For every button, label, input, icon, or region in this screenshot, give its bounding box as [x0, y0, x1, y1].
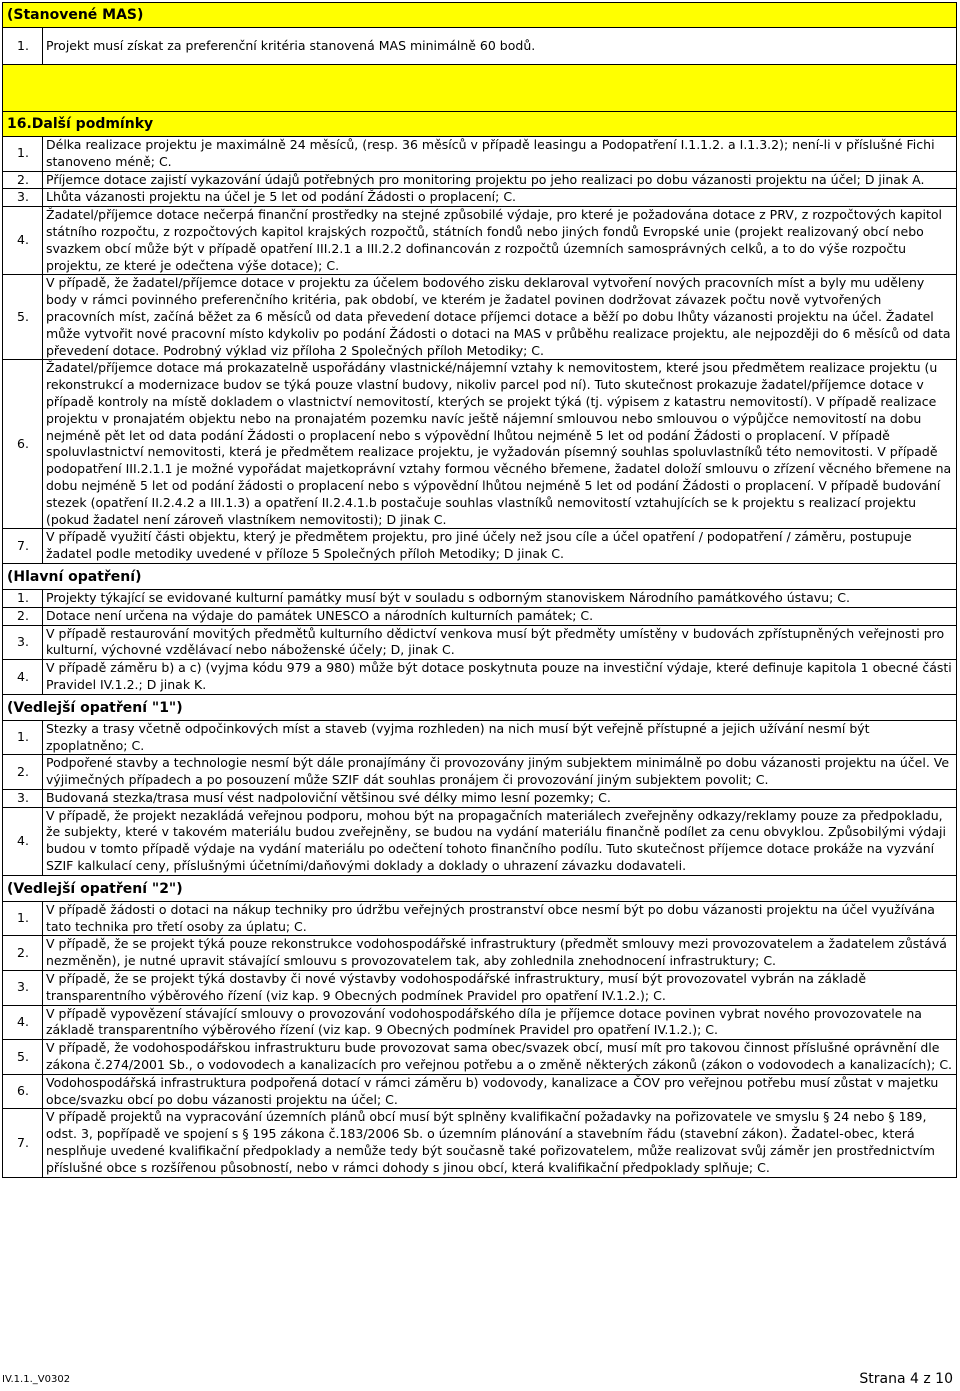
- item-number: 2.: [3, 936, 43, 971]
- list-item: [3, 275, 957, 360]
- item-number: 3.: [3, 189, 43, 207]
- item-number: 7.: [3, 1109, 43, 1177]
- list-item: [3, 171, 957, 189]
- list-item: [3, 589, 957, 607]
- document: [2, 2, 957, 1178]
- list-item: [3, 189, 957, 207]
- item-number: 1.: [3, 901, 43, 936]
- item-number: 3.: [3, 971, 43, 1006]
- list-item: [3, 207, 957, 275]
- item-text: Projekt musí získat za preferenční kritéria stanovená MAS minimálně 60 bodů.: [43, 28, 957, 65]
- list-item: [3, 901, 957, 936]
- item-number: 5.: [3, 275, 43, 360]
- list-item: [3, 807, 957, 875]
- list-item: [3, 936, 957, 971]
- list-item: [3, 971, 957, 1006]
- item-text: V případě, že se projekt týká pouze rekonstrukce vodohospodářské infrastruktury (předmět smlouvy mezi provozovatelem a žadatelem zůstává nezměněn), je nutné upravit stávající smlouvu s provozovatelem tak, aby zohlednila znehodnocení infrastruktury; C.: [43, 936, 957, 971]
- section-title: (Hlavní opatření): [3, 563, 957, 589]
- section-header-vedlejsi-2: [3, 875, 957, 901]
- item-number: 2.: [3, 755, 43, 790]
- list-item: [3, 28, 957, 65]
- item-number: 4.: [3, 207, 43, 275]
- section-title: (Vedlejší opatření "2"): [3, 875, 957, 901]
- list-item: [3, 1040, 957, 1075]
- page-number: Strana 4 z 10: [859, 1371, 953, 1387]
- item-text: Projekty týkající se evidované kulturní památky musí být v souladu s odborným stanoviskem Národního památkového ústavu; C.: [43, 589, 957, 607]
- document-code: IV.1.1._V0302: [2, 1374, 71, 1385]
- item-number: 2.: [3, 607, 43, 625]
- item-text: Příjemce dotace zajistí vykazování údajů potřebných pro monitoring projektu po jeho realizaci po dobu vázanosti projektu na účel; D jinak A.: [43, 171, 957, 189]
- spacer-row: [3, 65, 957, 112]
- item-text: Budovaná stezka/trasa musí vést nadpoloviční většinou své délky mimo lesní pozemky; C.: [43, 789, 957, 807]
- list-item: [3, 755, 957, 790]
- item-text: V případě, že vodohospodářskou infrastrukturu bude provozovat sama obec/svazek obcí, musí mít pro takovou činnost příslušné oprávnění dle zákona č.274/2001 Sb., o vodovodech a kanalizacích pro veřejnou potřebu a o změně některých zákonů (zákon o vodovodech a kanalizacích); C.: [43, 1040, 957, 1075]
- section-header-hlavni: [3, 563, 957, 589]
- item-number: 1.: [3, 137, 43, 172]
- item-number: 1.: [3, 589, 43, 607]
- item-number: 4.: [3, 807, 43, 875]
- item-text: V případě žádosti o dotaci na nákup techniky pro údržbu veřejných prostranství obce nesmí být po dobu vázanosti projektu na účel využívána tato technika pro třetí osoby za úplatu; C.: [43, 901, 957, 936]
- item-text: V případě vypovězení stávající smlouvy o provozování vodohospodářského díla je příjemce dotace povinen vybrat nového provozovatele na základě transparentního výběrového řízení (viz kap. 9 Obecných podmínek Pravidel pro opatření IV.1.2.); C.: [43, 1005, 957, 1040]
- item-text: Vodohospodářská infrastruktura podpořená dotací v rámci záměru b) vodovody, kanalizace a ČOV pro veřejnou potřebu musí zůstat v majetku obce/svazku obcí po dobu vázanosti projektu na účel; C.: [43, 1074, 957, 1109]
- item-text: V případě, že projekt nezakládá veřejnou podporu, mohou být na propagačních materiálech zveřejněny odkazy/reklamy pouze za předpokladu, že subjekty, které v takovém materiálu budou zveřejněny, se budou na vydání materiálu finančně podílet za cenu obvyklou. Způsobilými výdaji budou v tomto případě výdaje na vydání materiálu po odečtení tohoto finančního podílu. Tuto skutečnost příjemce dotace prokáže na vyzvání SZIF kalkulací ceny, příslušnými účetními/daňovými doklady a doklady o uhrazení závazku dodavateli.: [43, 807, 957, 875]
- list-item: [3, 625, 957, 660]
- list-item: [3, 660, 957, 695]
- item-text: V případě restaurování movitých předmětů kulturního dědictví venkova musí být předměty umístěny v budovách zpřístupněných veřejnosti pro kulturní, výchovné vzdělávací nebo náboženské účely; D, jinak C.: [43, 625, 957, 660]
- item-text: Podpořené stavby a technologie nesmí být dále pronajímány či provozovány jiným subjektem minimálně po dobu vázanosti projektu na účel. Ve výjimečných případech a po posouzení může SZIF dát souhlas pronájem či provozování jiným subjektem povolit; C.: [43, 755, 957, 790]
- list-item: [3, 1074, 957, 1109]
- item-number: 4.: [3, 660, 43, 695]
- list-item: [3, 607, 957, 625]
- section-header-stanovene: [3, 3, 957, 28]
- item-number: 1.: [3, 28, 43, 65]
- item-number: 3.: [3, 625, 43, 660]
- list-item: [3, 137, 957, 172]
- list-item: [3, 529, 957, 564]
- item-number: 4.: [3, 1005, 43, 1040]
- list-item: [3, 360, 957, 529]
- item-text: Stezky a trasy včetně odpočinkových míst a staveb (vyjma rozhleden) na nich musí být veřejně přístupné a jejich užívání nesmí být zpoplatněno; C.: [43, 720, 957, 755]
- item-number: 3.: [3, 789, 43, 807]
- page-footer: [2, 1364, 957, 1391]
- section-header-vedlejsi-1: [3, 694, 957, 720]
- section-title: (Vedlejší opatření "1"): [3, 694, 957, 720]
- item-text: Žadatel/příjemce dotace nečerpá finanční prostředky na stejné způsobilé výdaje, pro které je požadována dotace z PRV, z rozpočtových kapitol státního rozpočtu, z rozpočtových kapitol krajských rozpočtů, státních fondů nebo jiných fondů Evropské unie (projekt realizovaný obcí nebo svazkem obcí může být v případě opatření III.2.1 a III.2.2 dofinancován z rozpočtů územních samosprávných celků, a to do výše rozpočtu projektu, ze které je odečtena výše dotace); C.: [43, 207, 957, 275]
- item-number: 5.: [3, 1040, 43, 1075]
- item-text: Dotace není určena na výdaje do památek UNESCO a národních kulturních památek; C.: [43, 607, 957, 625]
- item-text: Délka realizace projektu je maximálně 24 měsíců, (resp. 36 měsíců v případě leasingu a Podopatření I.1.1.2. a I.1.3.2); není-li v příslušné Fichi stanoveno méně; C.: [43, 137, 957, 172]
- item-number: 6.: [3, 360, 43, 529]
- section-header-dalsi: [3, 112, 957, 137]
- item-text: Žadatel/příjemce dotace má prokazatelně uspořádány vlastnické/nájemní vztahy k nemovitostem, které jsou předmětem realizace projektu (u rekonstrukcí a modernizace budov se týká pouze vlastní budovy, nikoliv parcel pod ní). Tuto skutečnost prokazuje žadatel/příjemce dotace v případě kontroly na místě dokladem o vlastnictví nemovitostí, kterých se projekt týká (tj. výpisem z katastru nemovitostí). V případě realizace projektu v pronajatém objektu nebo na pronajatém pozemku navíc ještě nájemní smlouvou nebo smlouvou o výpůjčce nemovitostí na dobu nejméně pět let od data podání Žádosti o proplacení nebo s výpovědní lhůtou nejméně 5 let od podání Žádosti o proplacení. V případě spoluvlastnictví nemovitosti, která je předmětem realizace projektu, je vyžadován písemný souhlas spoluvlastníků této nemovitosti. V případě podopatření III.2.1.1 je možné vypořádat majetkoprávní vztahy formou věcného břemene, žadatel doloží smlouvu o zřízení věcného břemene na dobu nejméně 5 let od podání žádosti o proplacení nebo s výpovědní lhůtou nejméně 5 let od podání Žádosti o proplacení. V případě budování stezek (opatření II.2.4.2 a III.1.3) a opatření II.2.4.1.b postačuje souhlas vlastníků nemovitostí vztahujících se k projektu s realizací projektu (pokud žadatel není zároveň vlastníkem nemovitosti); D jinak C.: [43, 360, 957, 529]
- item-text: Lhůta vázanosti projektu na účel je 5 let od podání Žádosti o proplacení; C.: [43, 189, 957, 207]
- item-text: V případě, že žadatel/příjemce dotace v projektu za účelem bodového zisku deklaroval vytvoření nových pracovních míst a byly mu uděleny body v rámci povinného preferenčního kritéria, pak období, ve kterém je žadatel povinen dodržovat závazek počtu nově vytvořených pracovních míst, začíná běžet za 6 měsíců od data převedení dotace příjemci dotace a běží po dobu lhůty vázanosti projektu na účel. Žadatel může vytvořit nové pracovní místo kdykoliv po podání Žádosti o dotaci na MAS v průběhu realizace projektu, ale nejpozději do 6 měsíců od data převedení dotace. Podrobný výklad viz příloha 2 Společných příloh Metodiky; C.: [43, 275, 957, 360]
- item-text: V případě projektů na vypracování územních plánů obcí musí být splněny kvalifikační požadavky na pořizovatele ve smyslu § 24 nebo § 189, odst. 3, popřípadě ve spojení s § 195 zákona č.183/2006 Sb. o územním plánování a stavebním řádu (stavební zákon). Žadatel-obec, která nesplňuje uvedené kvalifikační předpoklady a nemůže tedy být současně také pořizovatelem, může realizovat svůj záměr jen prostřednictvím příslušné obce s rozšířenou působností, nebo v rámci dohody s jinou obcí, která kvalifikační předpoklady splňuje; C.: [43, 1109, 957, 1177]
- list-item: [3, 1109, 957, 1177]
- list-item: [3, 1005, 957, 1040]
- item-text: V případě záměru b) a c) (vyjma kódu 979 a 980) může být dotace poskytnuta pouze na investiční výdaje, které definuje kapitola 1 obecné části Pravidel IV.1.2.; D jinak K.: [43, 660, 957, 695]
- list-item: [3, 720, 957, 755]
- conditions-table: [2, 2, 957, 1178]
- item-number: 1.: [3, 720, 43, 755]
- item-text: V případě využití části objektu, který je předmětem projektu, pro jiné účely než jsou cíle a účel opatření / podopatření / záměru, postupuje žadatel podle metodiky uvedené v příloze 5 Společných příloh Metodiky; D jinak C.: [43, 529, 957, 564]
- item-number: 2.: [3, 171, 43, 189]
- item-number: 7.: [3, 529, 43, 564]
- list-item: [3, 789, 957, 807]
- section-title: 16.Další podmínky: [3, 112, 957, 137]
- item-number: 6.: [3, 1074, 43, 1109]
- item-text: V případě, že se projekt týká dostavby či nové výstavby vodohospodářské infrastruktury, musí být provozovatel vybrán na základě transparentního výběrového řízení (viz kap. 9 Obecných podmínek Pravidel pro opatření IV.1.2.); C.: [43, 971, 957, 1006]
- section-title: (Stanovené MAS): [3, 3, 957, 28]
